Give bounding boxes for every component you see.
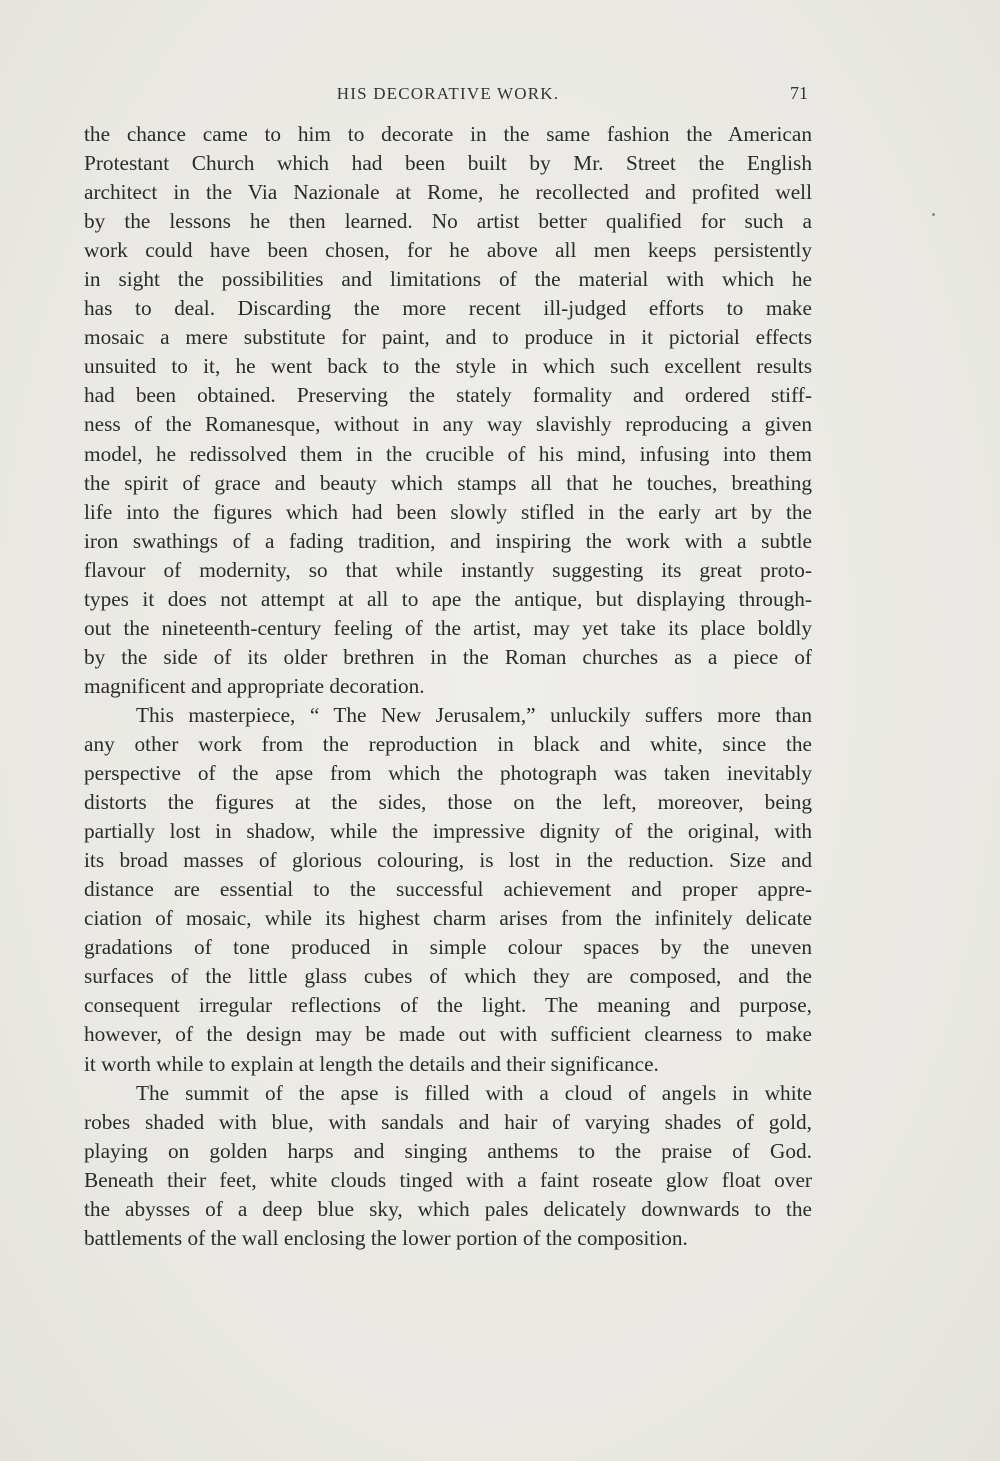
text-line: The summit of the apse is filled with a cloud of angels in white bbox=[136, 1080, 812, 1105]
running-title: HIS DECORATIVE WORK. bbox=[336, 84, 560, 103]
text-line: partially lost in shadow, while the impressive dignity of the original, with bbox=[84, 819, 812, 844]
paragraph bbox=[84, 120, 812, 701]
text-line: however, of the design may be made out with sufficient clearness to make bbox=[84, 1022, 812, 1047]
text-line: unsuited to it, he went back to the style in which such excellent results bbox=[84, 354, 812, 379]
text-line: Protestant Church which had been built by Mr. Street the English bbox=[84, 151, 812, 176]
text-line: robes shaded with blue, with sandals and hair of varying shades of gold, bbox=[84, 1109, 812, 1134]
running-head bbox=[84, 80, 812, 106]
text-line: its broad masses of glorious colouring, is lost in the reduction. Size and bbox=[84, 848, 812, 873]
paragraph bbox=[84, 1079, 812, 1253]
text-line: This masterpiece, “ The New Jerusalem,” unluckily suffers more than bbox=[136, 702, 812, 727]
text-line: perspective of the apse from which the photograph was taken inevitably bbox=[84, 761, 812, 786]
paragraph bbox=[84, 701, 812, 1079]
text-line: iron swathings of a fading tradition, and inspiring the work with a subtle bbox=[84, 528, 812, 553]
text-line: playing on golden harps and singing anthems to the praise of God. bbox=[84, 1138, 812, 1163]
text-line: has to deal. Discarding the more recent ill-judged efforts to make bbox=[84, 296, 812, 321]
text-line: gradations of tone produced in simple colour spaces by the uneven bbox=[84, 935, 812, 960]
text-line: model, he redissolved them in the crucible of his mind, infusing into them bbox=[84, 441, 812, 466]
text-line: architect in the Via Nazionale at Rome, he recollected and profited well bbox=[84, 180, 812, 205]
page-number: 71 bbox=[790, 83, 808, 103]
text-line: magnificent and appropriate decoration. bbox=[84, 673, 425, 698]
text-line: any other work from the reproduction in black and white, since the bbox=[84, 731, 812, 756]
text-line: had been obtained. Preserving the stately formality and ordered stiff- bbox=[84, 383, 812, 408]
text-line: life into the figures which had been slowly stifled in the early art by the bbox=[84, 499, 812, 524]
text-line: out the nineteenth-century feeling of the artist, may yet take its place boldly bbox=[84, 615, 812, 640]
body-text bbox=[84, 120, 812, 1253]
text-line: surfaces of the little glass cubes of which they are composed, and the bbox=[84, 964, 812, 989]
paper-speck bbox=[932, 213, 935, 216]
text-line: work could have been chosen, for he above all men keeps persistently bbox=[84, 238, 812, 263]
text-line: ciation of mosaic, while its highest charm arises from the infinitely delicate bbox=[84, 906, 812, 931]
text-line: consequent irregular reflections of the light. The meaning and purpose, bbox=[84, 993, 812, 1018]
text-line: Beneath their feet, white clouds tinged with a faint roseate glow float over bbox=[84, 1167, 812, 1192]
text-line: ness of the Romanesque, without in any way slavishly reproducing a given bbox=[84, 412, 812, 437]
text-line: it worth while to explain at length the details and their significance. bbox=[84, 1051, 659, 1076]
text-line: by the lessons he then learned. No artist better qualified for such a bbox=[84, 209, 812, 234]
text-line: battlements of the wall enclosing the lower portion of the composition. bbox=[84, 1225, 688, 1250]
text-line: the chance came to him to decorate in the same fashion the American bbox=[84, 122, 812, 146]
text-line: in sight the possibilities and limitations of the material with which he bbox=[84, 267, 812, 292]
text-line: distorts the figures at the sides, those on the left, moreover, being bbox=[84, 790, 812, 815]
text-line: flavour of modernity, so that while instantly suggesting its great proto- bbox=[84, 557, 812, 582]
text-line: mosaic a mere substitute for paint, and to produce in it pictorial effects bbox=[84, 325, 812, 350]
text-line: the spirit of grace and beauty which stamps all that he touches, breathing bbox=[84, 470, 812, 495]
text-line: distance are essential to the successful achievement and proper appre- bbox=[84, 877, 812, 902]
text-line: the abysses of a deep blue sky, which pales delicately downwards to the bbox=[84, 1196, 812, 1221]
text-line: types it does not attempt at all to ape the antique, but displaying through- bbox=[84, 586, 812, 611]
text-line: by the side of its older brethren in the Roman churches as a piece of bbox=[84, 644, 812, 669]
